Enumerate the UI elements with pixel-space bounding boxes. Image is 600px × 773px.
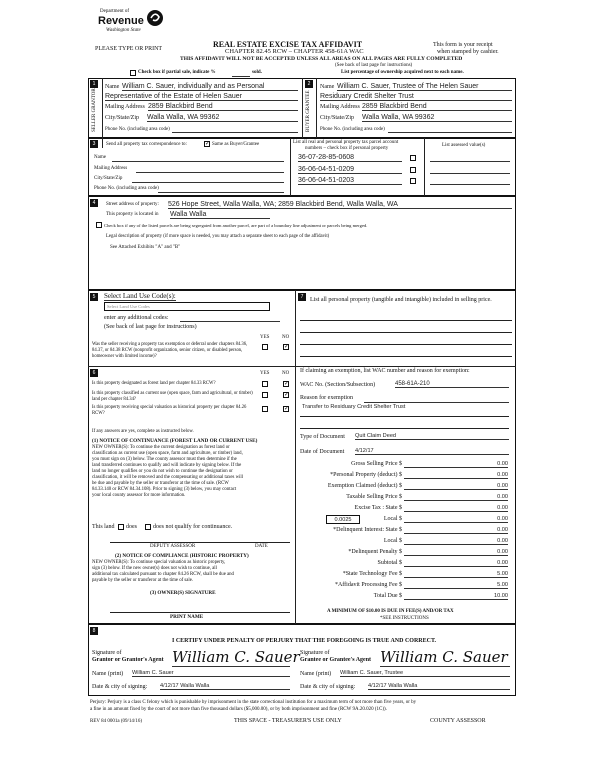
local-rate-box[interactable]: 0.0025 bbox=[326, 515, 360, 524]
tax-row-label: Local $ bbox=[383, 538, 402, 544]
does-not-qualify-checkbox[interactable] bbox=[145, 524, 151, 530]
partial-sale-label: Check box if partial sale, indicate % bbox=[138, 70, 216, 75]
located-in-label: This property is located in bbox=[106, 212, 159, 217]
logo-department: Department of bbox=[100, 9, 130, 14]
logo-swirl-icon bbox=[146, 8, 164, 28]
notice1-line: classification as current use (open space, farm and agriculture, or timber) land, bbox=[92, 451, 243, 456]
notice2-line: payable by the seller or transferor at the time of sale. bbox=[92, 578, 194, 583]
tax-row-value[interactable]: 0.00 bbox=[404, 538, 508, 545]
notice-compliance-title: (2) NOTICE OF COMPLIANCE (HISTORIC PROPERTY) bbox=[115, 553, 249, 559]
sold-label: sold. bbox=[252, 70, 262, 75]
partial-sale-checkbox[interactable] bbox=[130, 70, 136, 76]
form-warning: THIS AFFIDAVIT WILL NOT BE ACCEPTED UNLESS ALL AREAS ON ALL PAGES ARE FULLY COMPLETED bbox=[180, 56, 463, 62]
buyer-city[interactable]: Walla Walla, WA 99362 bbox=[362, 114, 512, 122]
minimum-due-note: A MINIMUM OF $10.00 IS DUE IN FEE(S) AND/OR TAX bbox=[327, 609, 454, 614]
tax-row-label: Exemption Claimed (deduct) $ bbox=[327, 483, 402, 489]
exemption-no-checkbox[interactable]: ✓ bbox=[284, 344, 290, 350]
parcel-header-2: numbers – check box if personal property bbox=[305, 146, 389, 151]
grantee-date-label: Date & city of signing: bbox=[300, 684, 356, 690]
parcel-3-personal-checkbox[interactable] bbox=[410, 178, 416, 184]
grantee-date[interactable]: 4/12/17 Walla Walla bbox=[368, 683, 510, 690]
assessed-value-1[interactable] bbox=[430, 161, 510, 162]
forest-q3-no-checkbox[interactable]: ✓ bbox=[284, 406, 290, 412]
exemption-question: Was the seller receiving a property tax exemption or deferral under chapters 84.36, 84.37, or 84.38 RCW (nonprofit organization, senior citizen, or disabled person, homeowner with limited income)? bbox=[92, 342, 248, 359]
forest-q2-yes-checkbox[interactable] bbox=[262, 392, 268, 398]
parcel-2-personal-checkbox[interactable] bbox=[410, 167, 416, 173]
exemption-yes-checkbox[interactable] bbox=[262, 344, 268, 350]
additional-codes-label: enter any additional codes: bbox=[104, 315, 169, 321]
corr-name[interactable] bbox=[112, 161, 284, 162]
land-use-see-back: (See back of last page for instructions) bbox=[104, 324, 197, 330]
buyer-name-line2[interactable]: Residuary Credit Shelter Trust bbox=[320, 93, 512, 101]
owner-signature-label: (3) OWNER(S) SIGNATURE bbox=[150, 590, 216, 596]
buyer-phone[interactable] bbox=[388, 132, 512, 133]
tax-row-label: Total Due $ bbox=[373, 593, 402, 599]
seller-city[interactable]: Walla Walla, WA 99362 bbox=[147, 114, 298, 122]
receipt-note-2: when stamped by cashier. bbox=[437, 49, 499, 55]
does-not-label: does not qualify for continuance. bbox=[153, 524, 233, 530]
notice2-line: additional tax calculated pursuant to chapter 84.26 RCW, shall be due and bbox=[92, 572, 234, 577]
tax-row-label: Gross Selling Price $ bbox=[351, 461, 402, 467]
tax-row-label: Subtotal $ bbox=[377, 560, 402, 566]
forest-q1-no-checkbox[interactable]: ✓ bbox=[284, 381, 290, 387]
notice1-line: land no longer qualifies or you do not wish to continue the designation or bbox=[92, 469, 233, 474]
form-chapter: CHAPTER 82.45 RCW – CHAPTER 458-61A WAC bbox=[225, 48, 364, 55]
send-correspondence-label: Send all property tax correspondence to: bbox=[106, 142, 187, 147]
forest-q1: Is this property designated as forest land per chapter 84.33 RCW? bbox=[92, 381, 216, 386]
seller-mailing-label: Mailing Address bbox=[105, 104, 145, 110]
reason-line bbox=[364, 402, 509, 403]
seller-city-label: City/State/Zip bbox=[105, 115, 139, 121]
tax-row-value[interactable]: 0.00 bbox=[404, 494, 508, 501]
section-5-number: 5 bbox=[90, 293, 98, 301]
forest-q3: Is this property receiving special valuation as historical property per chapter 84.26 RCW? bbox=[92, 405, 247, 416]
exemption-reason[interactable]: Transfer to Residuary Credit Shelter Trust bbox=[302, 404, 406, 410]
buyer-phone-label: Phone No. (including area code) bbox=[320, 127, 385, 132]
tax-row-value[interactable]: 0.00 bbox=[404, 483, 508, 490]
grantor-signature[interactable]: William C. Sauer bbox=[172, 648, 300, 666]
if-yes-note: If any answers are yes, complete as instructed below. bbox=[92, 429, 194, 434]
seller-name-line1[interactable]: William C. Sauer, individually and as Personal bbox=[122, 83, 298, 91]
same-as-buyer-label: Same as Buyer/Grantee bbox=[212, 142, 260, 147]
located-in[interactable]: Walla Walla bbox=[170, 211, 270, 219]
does-qualify-checkbox[interactable] bbox=[118, 524, 124, 530]
grantee-name[interactable]: William C. Sauer, Trustee bbox=[340, 670, 510, 677]
certify-statement: I CERTIFY UNDER PENALTY OF PERJURY THAT THE FOREGOING IS TRUE AND CORRECT. bbox=[172, 638, 437, 644]
doc-date-label: Date of Document bbox=[300, 449, 345, 455]
form-title: REAL ESTATE EXCISE TAX AFFIDAVIT bbox=[213, 40, 363, 49]
parcel-header-1: List all real and personal property tax parcel account bbox=[293, 140, 399, 145]
same-as-buyer-checkbox[interactable]: ✓ bbox=[205, 141, 211, 147]
section-2-number: 2 bbox=[305, 80, 313, 88]
grantor-name[interactable]: William C. Sauer bbox=[132, 670, 290, 677]
seller-name-line2[interactable]: Representative of the Estate of Helen Sauer bbox=[105, 93, 298, 101]
corr-city[interactable] bbox=[132, 182, 284, 183]
section-8-number: 8 bbox=[90, 627, 98, 635]
perjury-line-2: a fine in an amount fixed by the court of not more than five thousand dollars ($5,000.00), or by both imprisonment and fine (RCW 9A.20.020 (1C)). bbox=[90, 707, 387, 712]
county-assessor: COUNTY ASSESSOR bbox=[430, 718, 486, 724]
grantor-date[interactable]: 4/12/17 Walla Walla bbox=[160, 683, 290, 690]
notice1-line: 84.33.140 or RCW 84.34.108). Prior to signing (3) below, you may contact bbox=[92, 487, 237, 492]
buyer-name-line1[interactable]: William C. Sauer, Trustee of The Helen Sauer bbox=[337, 83, 512, 91]
see-instructions: *SEE INSTRUCTIONS bbox=[380, 616, 429, 621]
forest-no: NO bbox=[282, 371, 290, 376]
tax-row-value[interactable]: 5.00 bbox=[404, 582, 508, 589]
parcel-number-3[interactable]: 36-06-04-51-0203 bbox=[298, 177, 402, 185]
forest-q2: Is this property classified as current use (open space, farm and agricultural, or timber) land per chapter 84.34? bbox=[92, 391, 253, 402]
partial-sale-pct[interactable] bbox=[232, 76, 250, 77]
logo-state: Washington State bbox=[106, 28, 141, 33]
ownership-note: List percentage of ownership acquired next to each name. bbox=[341, 70, 464, 75]
notice1-line: NEW OWNER(S): To continue the current designation as forest land or bbox=[92, 445, 230, 450]
assessed-header: List assessed value(s) bbox=[442, 143, 486, 148]
type-or-print: PLEASE TYPE OR PRINT bbox=[95, 46, 163, 52]
seller-mailing[interactable]: 2859 Blackbird Bend bbox=[148, 103, 298, 111]
grantee-name-label: Name (print) bbox=[300, 671, 332, 677]
street-address-label: Street address of property: bbox=[106, 202, 159, 207]
tax-row-label: *Delinquent Penalty $ bbox=[348, 549, 402, 555]
corr-city-label: City/State/Zip bbox=[94, 176, 123, 181]
seller-name-label: Name bbox=[105, 84, 120, 90]
treasurer-use-only: THIS SPACE - TREASURER'S USE ONLY bbox=[234, 718, 342, 724]
section-4-number: 4 bbox=[90, 199, 98, 207]
grantee-signature[interactable]: William C. Sauer bbox=[380, 648, 510, 667]
notice2-line: NEW OWNER(S): To continue special valuation as historic property, bbox=[92, 560, 226, 565]
buyer-mailing[interactable]: 2859 Blackbird Bend bbox=[362, 103, 512, 111]
corr-mailing[interactable] bbox=[136, 172, 284, 173]
property-section bbox=[88, 196, 516, 290]
forest-q1-yes-checkbox[interactable] bbox=[262, 381, 268, 387]
tax-row-label: Local $ bbox=[383, 516, 402, 522]
doc-type-label: Type of Document bbox=[300, 434, 345, 440]
tax-row-value[interactable]: 5.00 bbox=[404, 571, 508, 578]
section-6-number: 6 bbox=[90, 369, 98, 377]
tax-row-value[interactable]: 0.00 bbox=[404, 549, 508, 556]
wac-number[interactable]: 458-61A-210 bbox=[395, 381, 509, 388]
notice1-line: classification, it will be removed and the compensating or additional taxes will bbox=[92, 475, 244, 480]
tax-row-label: *State Technology Fee $ bbox=[342, 571, 402, 577]
tax-row-value[interactable]: 0.00 bbox=[404, 461, 508, 468]
corr-name-label: Name bbox=[94, 155, 106, 160]
assessed-value-3[interactable] bbox=[430, 184, 510, 185]
corr-mailing-label: Mailing Address bbox=[94, 166, 128, 171]
doc-date[interactable]: 4/12/17 bbox=[355, 448, 509, 455]
notice1-line: be due and payable by the seller or transferor at the time of sale. (RCW bbox=[92, 481, 229, 486]
section-1-number: 1 bbox=[90, 80, 98, 88]
tax-row-label: *Personal Property (deduct) $ bbox=[330, 472, 402, 478]
notice1-line: you must sign on (3) below. The county assessor must then determine if the bbox=[92, 457, 237, 462]
street-address[interactable]: 526 Hope Street, Walla Walla, WA; 2859 Blackbird Bend, Walla Walla, WA bbox=[168, 201, 512, 209]
buyer-name-label: Name bbox=[320, 84, 335, 90]
grantee-sig-label-1: Signature of bbox=[300, 650, 330, 656]
notice1-line: land transferred continues to qualify and will indicate by signing below. If the bbox=[92, 463, 242, 468]
personal-property-label: List all personal property (tangible and intangible) included in selling price. bbox=[310, 297, 492, 303]
exhibits-note[interactable]: See Attached Exhibits "A" and "B" bbox=[110, 245, 181, 250]
segregated-label: Check box if any of the listed parcels are being segregated from another parcel, are part of a boundary line adjustment or parcels being merged. bbox=[104, 223, 368, 228]
grantor-sig-label-2: Grantor or Grantor's Agent bbox=[92, 657, 164, 663]
seller-phone[interactable] bbox=[172, 132, 298, 133]
notice2-line: sign (3) below. If the new owner(s) does not wish to continue, all bbox=[92, 566, 217, 571]
reason-label: Reason for exemption bbox=[300, 395, 353, 401]
revision-code: REV 84 0001a (09/14/16) bbox=[90, 719, 142, 724]
forest-q2-no-checkbox[interactable]: ✓ bbox=[284, 392, 290, 398]
tax-row-label: Taxable Selling Price $ bbox=[346, 494, 402, 500]
tax-row-label: *Affidavit Processing Fee $ bbox=[334, 582, 402, 588]
tax-row-value[interactable]: 0.00 bbox=[404, 472, 508, 479]
additional-codes[interactable] bbox=[180, 321, 280, 322]
print-name-label: PRINT NAME bbox=[170, 614, 204, 620]
parcel-number-1[interactable]: 36-07-28-85-0608 bbox=[298, 154, 402, 162]
tax-row-value[interactable]: 10.00 bbox=[404, 593, 508, 600]
grantee-sig-label-2: Grantee or Grantee's Agent bbox=[300, 657, 372, 663]
land-use-title: Select Land Use Code(s): bbox=[104, 292, 176, 300]
tax-row-value[interactable]: 0.00 bbox=[404, 527, 508, 534]
segregated-checkbox[interactable] bbox=[96, 222, 102, 228]
grantor-date-label: Date & city of signing: bbox=[92, 684, 148, 690]
doc-type[interactable]: Quit Claim Deed bbox=[355, 433, 509, 440]
corr-phone-label: Phone No. (including area code) bbox=[94, 186, 159, 191]
section-7-number: 7 bbox=[298, 293, 306, 301]
tax-row-label: Excise Tax : State $ bbox=[354, 505, 402, 511]
buyer-side-label: BUYER GRANTEE bbox=[306, 90, 311, 132]
tax-row-label: *Delinquent Interest: State $ bbox=[333, 527, 402, 533]
land-use-yes: YES bbox=[260, 335, 270, 340]
logo-revenue: Revenue bbox=[98, 15, 144, 27]
receipt-note-1: This form is your receipt bbox=[433, 42, 493, 48]
forest-q3-yes-checkbox[interactable] bbox=[262, 406, 268, 412]
deputy-assessor-label: DEPUTY ASSESSOR bbox=[150, 544, 196, 549]
assessed-value-2[interactable] bbox=[430, 173, 510, 174]
corr-phone[interactable] bbox=[158, 192, 284, 193]
grantor-sig-label-1: Signature of bbox=[92, 650, 122, 656]
revenue-logo bbox=[96, 8, 166, 40]
section-3-number: 3 bbox=[90, 140, 98, 148]
forest-yes: YES bbox=[260, 371, 270, 376]
seller-side-label: SELLER GRANTOR bbox=[92, 88, 97, 132]
legal-description-label: Legal description of property (if more space is needed, you may attach a separate sheet to each page of the affidavit) bbox=[106, 234, 330, 239]
tax-row-value[interactable]: 0.00 bbox=[404, 560, 508, 567]
perjury-line-1: Perjury: Perjury is a class C felony which is punishable by imprisonment in the state correctional institution for a maximum term of not more than five years, or by bbox=[90, 700, 417, 705]
land-use-select[interactable]: Select Land Use Codes bbox=[104, 302, 270, 311]
notice-continuance-title: (1) NOTICE OF CONTINUANCE (FOREST LAND OR CURRENT USE) bbox=[92, 438, 258, 444]
parcel-number-2[interactable]: 36-06-04-51-0209 bbox=[298, 166, 402, 174]
see-back-header: (See back of last page for instructions) bbox=[335, 63, 413, 68]
tax-row-value[interactable]: 0.00 bbox=[404, 516, 508, 523]
deputy-date-label: DATE bbox=[255, 544, 268, 549]
notice1-line: your local county assessor for more information. bbox=[92, 493, 186, 498]
wac-label: WAC No. (Section/Subsection) bbox=[300, 382, 376, 388]
this-land-label: This land bbox=[92, 524, 115, 530]
exemption-claim-label: If claiming an exemption, list WAC number and reason for exemption: bbox=[300, 368, 470, 374]
buyer-mailing-label: Mailing Address bbox=[320, 104, 360, 110]
tax-row-value[interactable]: 0.00 bbox=[404, 505, 508, 512]
seller-phone-label: Phone No. (including area code) bbox=[105, 127, 170, 132]
buyer-city-label: City/State/Zip bbox=[320, 115, 354, 121]
does-label: does bbox=[126, 524, 137, 530]
grantor-name-label: Name (print) bbox=[92, 671, 124, 677]
land-use-no: NO bbox=[282, 335, 290, 340]
parcel-1-personal-checkbox[interactable] bbox=[410, 155, 416, 161]
